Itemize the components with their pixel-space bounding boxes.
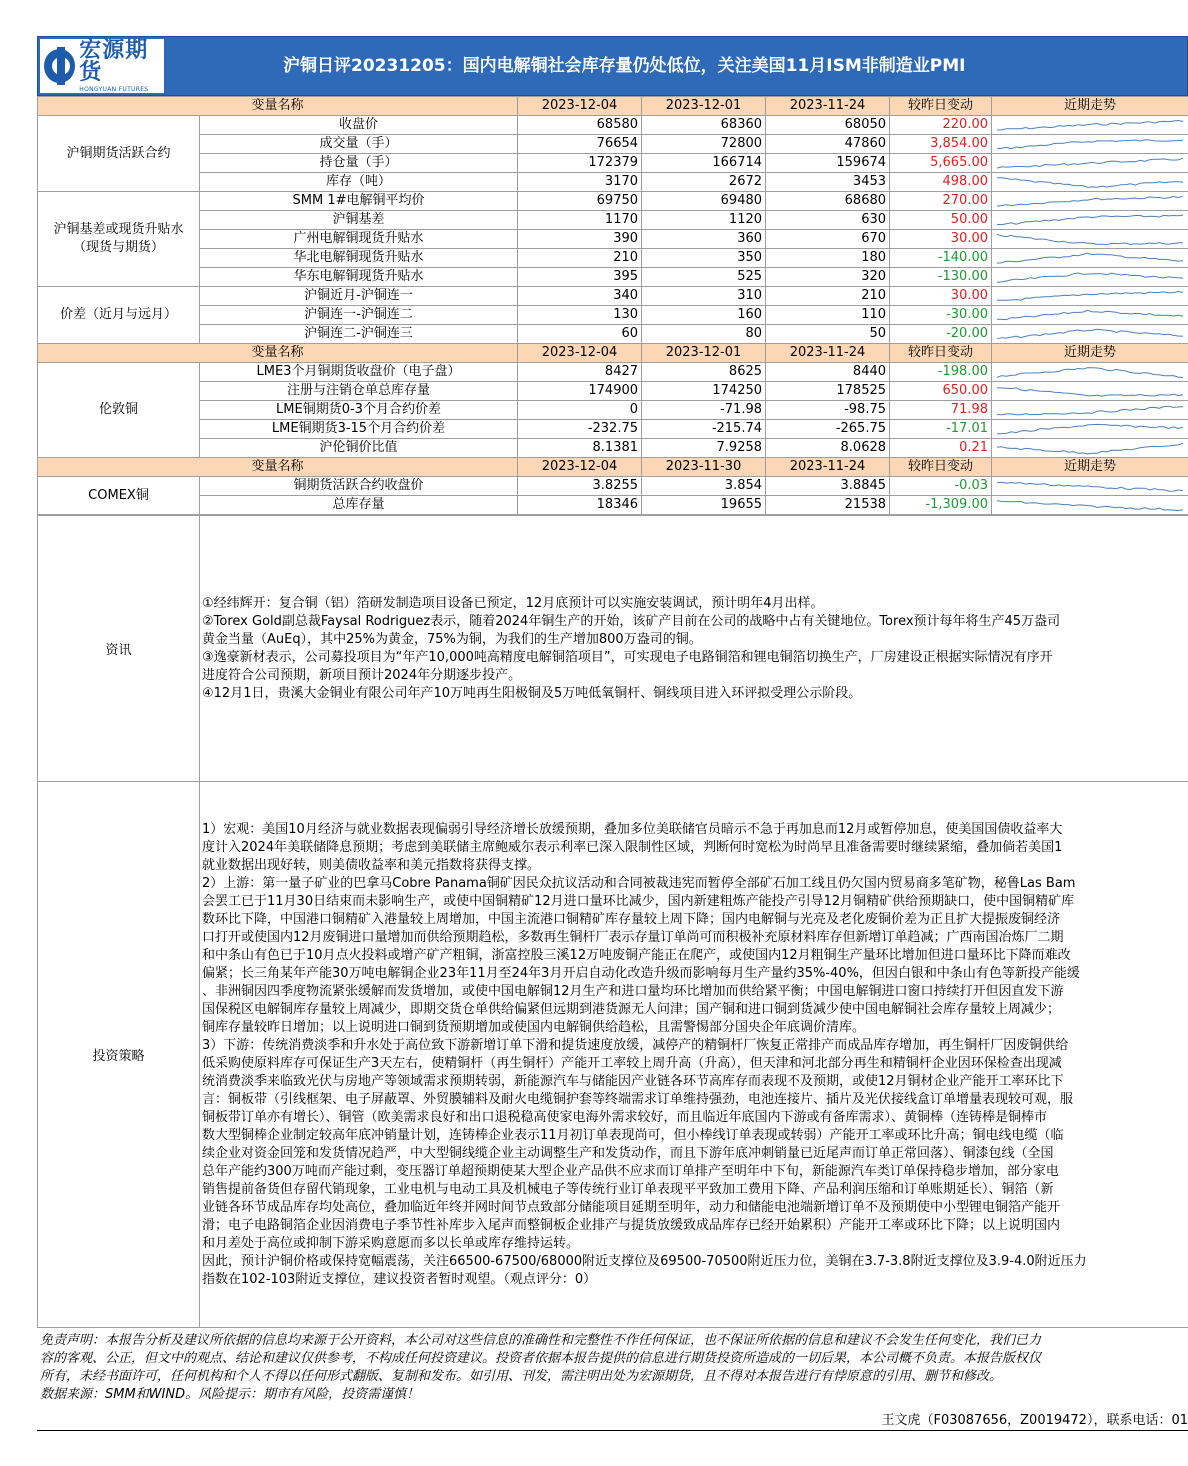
value-date-2: 174250: [642, 382, 766, 401]
header-trend: 近期走势: [992, 458, 1188, 477]
value-date-1: 68580: [518, 116, 642, 135]
logo-name-cn: 宏源期货: [79, 37, 149, 85]
value-date-3: 68680: [766, 192, 890, 211]
strategy-line: 口打开或使国内12月废铜进口量增加而供给预期趋松，多数再生铜杆厂表示存量订单尚可而积极补充原材料库存但新增订单趋减；广西南国冶炼厂二期: [202, 929, 1064, 945]
value-date-3: 110: [766, 306, 890, 325]
strategy-line: 言：铜板带（引线框架、电子屏蔽罩、外贸膜辅料及耐火电缆铜护套等终端需求订单维持强劲，电池连接片、插片及光伏接线盒订单增量表现较可观，服: [202, 1091, 1074, 1107]
trend-line: [997, 121, 1183, 131]
value-date-2: 350: [642, 249, 766, 268]
header-date: 2023-12-04: [518, 97, 642, 116]
value-date-3: 3453: [766, 173, 890, 192]
strategy-line: 总年产能约300万吨而产能过剩，变压器订单超预期使某大型企业产品供不应求而订单排产至明年中下旬，新能源汽车类订单保持稳步增加，部分家电: [202, 1163, 1059, 1179]
strategy-line: 因此，预计沪铜价格或保持宽幅震荡，关注66500-67500/68000附近支撑位及69500-70500附近压力位，美铜在3.7-3.8附近支撑位及3.9-4.0附近压力: [202, 1253, 1087, 1269]
strategy-line: 和月差处于高位或抑制下游采购意愿而多以长单或库存维持运转。: [202, 1235, 580, 1251]
value-date-2: 8625: [642, 363, 766, 382]
change-value: 270.00: [890, 192, 992, 211]
change-value: 3,854.00: [890, 135, 992, 154]
change-value: -198.00: [890, 363, 992, 382]
table-row: [38, 154, 1188, 173]
strategy-line: 、非洲铜因四季度物流紧张缓解而发货增加，或使中国电解铜12月生产和进口量均环比增加而供给紧平衡；中国电解铜进口窗口持续打开但因直发下游: [202, 983, 1064, 999]
value-date-3: 3.8845: [766, 477, 890, 496]
change-value: -30.00: [890, 306, 992, 325]
trend-sparkline: [995, 193, 1185, 209]
report-title: 沪铜日评20231205：国内电解铜社会库存量仍处低位，关注美国11月ISM非制造业PMI: [283, 56, 966, 76]
strategy-line: 会罢工已于11月30日结束而未影响生产，或使中国铜精矿12月进口量环比减少，国内新建粗炼产能投产引导12月铜精矿供给预期缺口，使中国铜精矿库: [202, 893, 1075, 909]
table-row: [38, 306, 1188, 325]
value-date-1: 130: [518, 306, 642, 325]
report-page: [37, 36, 1188, 1431]
trend-cell: [992, 173, 1188, 192]
strategy-line: 滑；电子电路铜箔企业因消费电子季节性补库步入尾声而整铜板企业排产与提货放缓致成品库存已经开始累积）产能开工率或环比下降；以上说明国内: [202, 1217, 1061, 1233]
header-change: 较昨日变动: [890, 344, 992, 363]
strategy-line: 数环比下降，中国港口铜精矿入港量较上周增加，中国主流港口铜精矿库存量较上周下降；国内电解铜与光亮及老化废铜价差为正且扩大提振废铜经济: [202, 911, 1061, 927]
table-header-row: [38, 97, 1188, 116]
value-date-2: 72800: [642, 135, 766, 154]
value-date-3: 178525: [766, 382, 890, 401]
trend-cell: [992, 116, 1188, 135]
trend-sparkline: [995, 440, 1185, 456]
table-row: [38, 173, 1188, 192]
table-row: [38, 477, 1188, 496]
market-data-table: [37, 96, 1188, 515]
value-date-1: 76654: [518, 135, 642, 154]
header-date: 2023-11-30: [642, 458, 766, 477]
group-label: COMEX铜: [38, 477, 200, 515]
header-date: 2023-12-04: [518, 458, 642, 477]
variable-name: 库存（吨）: [200, 173, 518, 192]
trend-line: [997, 329, 1183, 339]
disclaimer: [37, 1328, 1188, 1404]
value-date-1: 60: [518, 325, 642, 344]
trend-line: [997, 178, 1183, 188]
group-label: 沪铜期货活跃合约: [38, 116, 200, 192]
value-date-1: 0: [518, 401, 642, 420]
trend-cell: [992, 230, 1188, 249]
trend-cell: [992, 154, 1188, 173]
header-trend: 近期走势: [992, 97, 1188, 116]
trend-line: [997, 482, 1183, 491]
trend-sparkline: [995, 307, 1185, 323]
value-date-3: 210: [766, 287, 890, 306]
table-row: [38, 135, 1188, 154]
value-date-2: -215.74: [642, 420, 766, 439]
strategy-line: 续企业对资金回笼和发货情况趋严，中大型铜线缆企业主动调整生产和发货动作，而且下游年底冲刺销量已近尾声而订单正常回落）、铜漆包线（全国: [202, 1145, 1054, 1161]
news-line: ②Torex Gold副总裁Faysal Rodriguez表示，随着2024年铜生产的开始，该矿产目前在公司的战略中占有关键地位。Torex预计每年将生产45万盎司: [202, 613, 1061, 629]
trend-line: [997, 253, 1183, 263]
value-date-2: 360: [642, 230, 766, 249]
trend-cell: [992, 249, 1188, 268]
trend-line: [997, 215, 1183, 225]
strategy-line: 就业数据出现好转，则美债收益率和美元指数将获得支撑。: [202, 857, 541, 873]
trend-sparkline: [995, 364, 1185, 380]
news-line: 黄金当量（AuEq），其中25%为黄金，75%为铜，为我们的生产增加800万盎司的铜。: [202, 631, 702, 647]
trend-line: [997, 388, 1183, 397]
trend-cell: [992, 268, 1188, 287]
value-date-2: 80: [642, 325, 766, 344]
trend-cell: [992, 496, 1188, 515]
table-row: [38, 116, 1188, 135]
company-logo: [40, 39, 164, 93]
value-date-2: 310: [642, 287, 766, 306]
value-date-1: 3.8255: [518, 477, 642, 496]
variable-name: 沪铜近月-沪铜连一: [200, 287, 518, 306]
trend-sparkline: [995, 174, 1185, 190]
change-value: 30.00: [890, 287, 992, 306]
disclaimer-line: 数据来源：SMM和WIND。风险提示：期市有风险，投资需谨慎！: [40, 1387, 420, 1402]
header-variable-name: 变量名称: [38, 458, 518, 477]
variable-name: 沪伦铜价比值: [200, 439, 518, 458]
value-date-3: 630: [766, 211, 890, 230]
value-date-2: -71.98: [642, 401, 766, 420]
trend-sparkline: [995, 269, 1185, 285]
value-date-1: 18346: [518, 496, 642, 515]
strategy-line: 铜板带订单亦有增长）、铜管（欧美需求良好和出口退税稳高使家电海外需求较好，而且临近年底国内下游或有备库需求）、黄铜棒（连铸棒是铜棒市: [202, 1109, 1048, 1125]
value-date-1: 395: [518, 268, 642, 287]
variable-name: 持仓量（手）: [200, 154, 518, 173]
value-date-1: 210: [518, 249, 642, 268]
trend-cell: [992, 192, 1188, 211]
variable-name: LME3个月铜期货收盘价（电子盘）: [200, 363, 518, 382]
trend-line: [997, 424, 1183, 434]
logo-name-en: HONGYUAN FUTURES: [79, 85, 149, 93]
trend-sparkline: [995, 231, 1185, 247]
header-date: 2023-12-04: [518, 344, 642, 363]
table-row: [38, 230, 1188, 249]
variable-name: 华北电解铜现货升贴水: [200, 249, 518, 268]
news-content: [200, 516, 1188, 782]
strategy-line: 销售提前备货但存留代销现象，工业电机与电动工具及机械电子等传统行业订单表现平平致加工费用下降、产品利润压缩和订单账期延长）、铜箔（新: [202, 1181, 1054, 1197]
value-date-2: 2672: [642, 173, 766, 192]
value-date-2: 166714: [642, 154, 766, 173]
variable-name: 广州电解铜现货升贴水: [200, 230, 518, 249]
news-label: 资讯: [38, 516, 200, 782]
value-date-3: 320: [766, 268, 890, 287]
variable-name: 总库存量: [200, 496, 518, 515]
strategy-line: 低采购使原料库存可保证生产3天左右，使精铜杆（再生铜杆）产能开工率较上周升高（升高），但天津和河北部分再生和精铜杆企业因环保检查出现减: [202, 1055, 1062, 1071]
trend-line: [997, 501, 1183, 511]
trend-sparkline: [995, 250, 1185, 266]
variable-name: 成交量（手）: [200, 135, 518, 154]
disclaimer-line: 所有，未经书面许可，任何机构和个人不得以任何形式翻版、复制和发布。如引用、刊发，需注明出处为宏源期货，且不得对本报告进行有悖原意的引用、删节和修改。: [40, 1369, 1003, 1384]
trend-sparkline: [995, 497, 1185, 513]
table-row: [38, 439, 1188, 458]
value-date-2: 7.9258: [642, 439, 766, 458]
trend-cell: [992, 211, 1188, 230]
strategy-line: 度计入2024年美联储降息预期；考虑到美联储主席鲍威尔表示利率已深入限制性区域，判断何时宽松为时尚早且准备需要时继续紧缩，叠加倘若美国1: [202, 839, 1063, 855]
group-label: 伦敦铜: [38, 363, 200, 458]
table-row: [38, 287, 1188, 306]
change-value: 50.00: [890, 211, 992, 230]
value-date-2: 68360: [642, 116, 766, 135]
value-date-1: 174900: [518, 382, 642, 401]
value-date-1: 390: [518, 230, 642, 249]
trend-sparkline: [995, 383, 1185, 399]
trend-cell: [992, 477, 1188, 496]
variable-name: 沪铜连二-沪铜连三: [200, 325, 518, 344]
strategy-line: 数大型铜棒企业制定较高年底冲销量计划，连铸棒企业表示11月初订单表现尚可，但小棒线订单表现或转弱）产能开工率或环比升高；铜电线电缆（临: [202, 1127, 1064, 1143]
strategy-line: 统消费淡季来临致光伏与房地产等领域需求预期转弱，新能源汽车与储能因产业链各环节高库存而表现不及预期，或使12月铜材企业产能开工率环比下: [202, 1073, 1064, 1089]
trend-line: [997, 234, 1183, 245]
change-value: -130.00: [890, 268, 992, 287]
table-row: [38, 211, 1188, 230]
trend-cell: [992, 325, 1188, 344]
change-value: 220.00: [890, 116, 992, 135]
logo-mark-icon: [44, 49, 75, 83]
group-label: 沪铜基差或现货升贴水（现货与期货）: [38, 192, 200, 287]
table-row: [38, 420, 1188, 439]
value-date-1: 69750: [518, 192, 642, 211]
variable-name: 注册与注销仓单总库存量: [200, 382, 518, 401]
value-date-2: 525: [642, 268, 766, 287]
change-value: 498.00: [890, 173, 992, 192]
strategy-line: 3）下游：传统消费淡季和升水处于高位致下游新增订单下滑和提货速度放缓，减停产的精铜杆厂恢复正常排产而成品库存增加，再生铜杆厂因废铜供给: [202, 1037, 1069, 1053]
trend-sparkline: [995, 402, 1185, 418]
table-header-row: [38, 344, 1188, 363]
strategy-line: 偏紧；长三角某年产能30万吨电解铜企业23年11月至24年3月开启自动化改造升级而影响每月生产量约35%-40%，但因白银和中条山有色等新投产能缓: [202, 965, 1080, 981]
group-label: 价差（近月与远月）: [38, 287, 200, 344]
change-value: 5,665.00: [890, 154, 992, 173]
value-date-3: 8440: [766, 363, 890, 382]
variable-name: 铜期货活跃合约收盘价: [200, 477, 518, 496]
header-date: 2023-11-24: [766, 458, 890, 477]
strategy-line: 2）上游：第一量子矿业的巴拿马Cobre Panama铜矿因民众抗议活动和合同被裁违宪而暂停全部矿石加工线且仍欠国内贸易商多笔矿物，秘鲁Las Bam: [202, 875, 1076, 891]
trend-cell: [992, 287, 1188, 306]
report-header: [37, 36, 1188, 96]
value-date-1: 172379: [518, 154, 642, 173]
change-value: -20.00: [890, 325, 992, 344]
trend-cell: [992, 401, 1188, 420]
trend-line: [997, 140, 1183, 149]
commentary-table: [37, 515, 1188, 1328]
value-date-3: 21538: [766, 496, 890, 515]
strategy-label: 投资策略: [38, 782, 200, 1328]
variable-name: 沪铜连一-沪铜连二: [200, 306, 518, 325]
value-date-3: 47860: [766, 135, 890, 154]
value-date-1: 1170: [518, 211, 642, 230]
trend-line: [997, 310, 1183, 319]
header-variable-name: 变量名称: [38, 97, 518, 116]
variable-name: 华东电解铜现货升贴水: [200, 268, 518, 287]
value-date-3: 50: [766, 325, 890, 344]
disclaimer-line: 容的客观、公正，但文中的观点、结论和建议仅供参考，不构成任何投资建议。投资者依据本报告提供的信息进行期货投资所造成的一切后果，本公司概不负责。本报告版权仅: [40, 1351, 1042, 1366]
header-change: 较昨日变动: [890, 97, 992, 116]
trend-cell: [992, 363, 1188, 382]
trend-line: [997, 368, 1183, 378]
value-date-2: 69480: [642, 192, 766, 211]
value-date-3: -98.75: [766, 401, 890, 420]
value-date-1: 8.1381: [518, 439, 642, 458]
table-row: [38, 192, 1188, 211]
trend-cell: [992, 382, 1188, 401]
value-date-3: 180: [766, 249, 890, 268]
variable-name: 收盘价: [200, 116, 518, 135]
trend-line: [997, 196, 1183, 206]
strategy-line: 铜库存量较昨日增加；以上说明进口铜到货预期增加或使国内电解铜供给趋松，且需警惕部分国央企年底调价清库。: [202, 1019, 866, 1035]
news-line: ①经纬辉开：复合铜（铝）箔研发制造项目设备已预定，12月底预计可以实施安装调试，预计明年4月出样。: [202, 595, 824, 611]
strategy-line: 业链各环节成品库存均处高位，叠加临近年终并网时间节点致部分储能项目延期至明年，动力和储能电池端新增订单不及预期使中小型锂电铜箔产能开: [202, 1199, 1061, 1215]
variable-name: LME铜期货0-3个月合约价差: [200, 401, 518, 420]
trend-cell: [992, 420, 1188, 439]
trend-cell: [992, 135, 1188, 154]
trend-line: [997, 158, 1183, 168]
trend-line: [997, 406, 1183, 415]
change-value: 71.98: [890, 401, 992, 420]
strategy-line: 1）宏观：美国10月经济与就业数据表现偏弱引导经济增长放缓预期，叠加多位美联储官员暗示不急于再加息而12月或暂停加息，使美国国债收益率大: [202, 821, 1063, 837]
header-trend: 近期走势: [992, 344, 1188, 363]
change-value: 30.00: [890, 230, 992, 249]
trend-sparkline: [995, 155, 1185, 171]
trend-line: [997, 292, 1183, 301]
value-date-2: 19655: [642, 496, 766, 515]
header-date: 2023-11-24: [766, 97, 890, 116]
strategy-line: 和中条山有色已于10月点火投料或增产矿产粗铜，浙富控股三溪12万吨废铜产能正在爬产，或使国内12月粗铜生产量环比增加但进口量环比下降而难改: [202, 947, 1071, 963]
header-date: 2023-12-01: [642, 344, 766, 363]
table-row: [38, 401, 1188, 420]
trend-sparkline: [995, 117, 1185, 133]
value-date-1: 340: [518, 287, 642, 306]
trend-sparkline: [995, 478, 1185, 494]
news-line: ③逸豪新材表示，公司募投项目为“年产10,000吨高精度电解铜箔项目”，可实现电子电路铜箔和锂电铜箔切换生产，厂房建设正根据实际情况有序开: [202, 649, 1053, 665]
value-date-3: 68050: [766, 116, 890, 135]
table-row: [38, 363, 1188, 382]
trend-sparkline: [995, 212, 1185, 228]
news-line: ④12月1日，贵溪大金铜业有限公司年产10万吨再生阳极铜及5万吨低氧铜杆、铜线项目进入环评拟受理公示阶段。: [202, 685, 862, 701]
trend-sparkline: [995, 421, 1185, 437]
value-date-2: 1120: [642, 211, 766, 230]
table-row: [38, 268, 1188, 287]
table-row: [38, 325, 1188, 344]
header-date: 2023-11-24: [766, 344, 890, 363]
strategy-line: 国保税区电解铜库存量较上周减少，即期交货仓单供给偏紧但远期到港货源无人问津；国产铜和进口铜到货减少使中国电解铜社会库存量较上周减少；: [202, 1001, 1061, 1017]
value-date-1: 8427: [518, 363, 642, 382]
change-value: -0.03: [890, 477, 992, 496]
header-change: 较昨日变动: [890, 458, 992, 477]
strategy-content: [200, 782, 1188, 1328]
table-row: [38, 382, 1188, 401]
header-date: 2023-12-01: [642, 97, 766, 116]
value-date-1: -232.75: [518, 420, 642, 439]
strategy-line: 指数在102-103附近支撑位，建议投资者暂时观望。（观点评分：0）: [202, 1271, 597, 1287]
variable-name: 沪铜基差: [200, 211, 518, 230]
value-date-2: 160: [642, 306, 766, 325]
trend-cell: [992, 306, 1188, 325]
trend-line: [997, 273, 1183, 282]
change-value: -17.01: [890, 420, 992, 439]
change-value: -1,309.00: [890, 496, 992, 515]
value-date-3: -265.75: [766, 420, 890, 439]
change-value: 650.00: [890, 382, 992, 401]
disclaimer-line: 免责声明：本报告分析及建议所依据的信息均来源于公开资料，本公司对这些信息的准确性和完整性不作任何保证，也不保证所依据的信息和建议不会发生任何变化，我们已力: [40, 1333, 1042, 1348]
variable-name: SMM 1#电解铜平均价: [200, 192, 518, 211]
header-variable-name: 变量名称: [38, 344, 518, 363]
value-date-1: 3170: [518, 173, 642, 192]
table-header-row: [38, 458, 1188, 477]
author-contact: 王文虎（F03087656，Z0019472），联系电话：01: [37, 1412, 1188, 1431]
trend-sparkline: [995, 288, 1185, 304]
trend-line: [997, 443, 1183, 454]
trend-cell: [992, 439, 1188, 458]
value-date-3: 670: [766, 230, 890, 249]
trend-sparkline: [995, 326, 1185, 342]
trend-sparkline: [995, 136, 1185, 152]
value-date-3: 8.0628: [766, 439, 890, 458]
change-value: 0.21: [890, 439, 992, 458]
change-value: -140.00: [890, 249, 992, 268]
news-line: 进度符合公司预期，新项目预计2024年分期逐步投产。: [202, 667, 522, 683]
value-date-2: 3.854: [642, 477, 766, 496]
value-date-3: 159674: [766, 154, 890, 173]
table-row: [38, 249, 1188, 268]
table-row: [38, 496, 1188, 515]
variable-name: LME铜期货3-15个月合约价差: [200, 420, 518, 439]
